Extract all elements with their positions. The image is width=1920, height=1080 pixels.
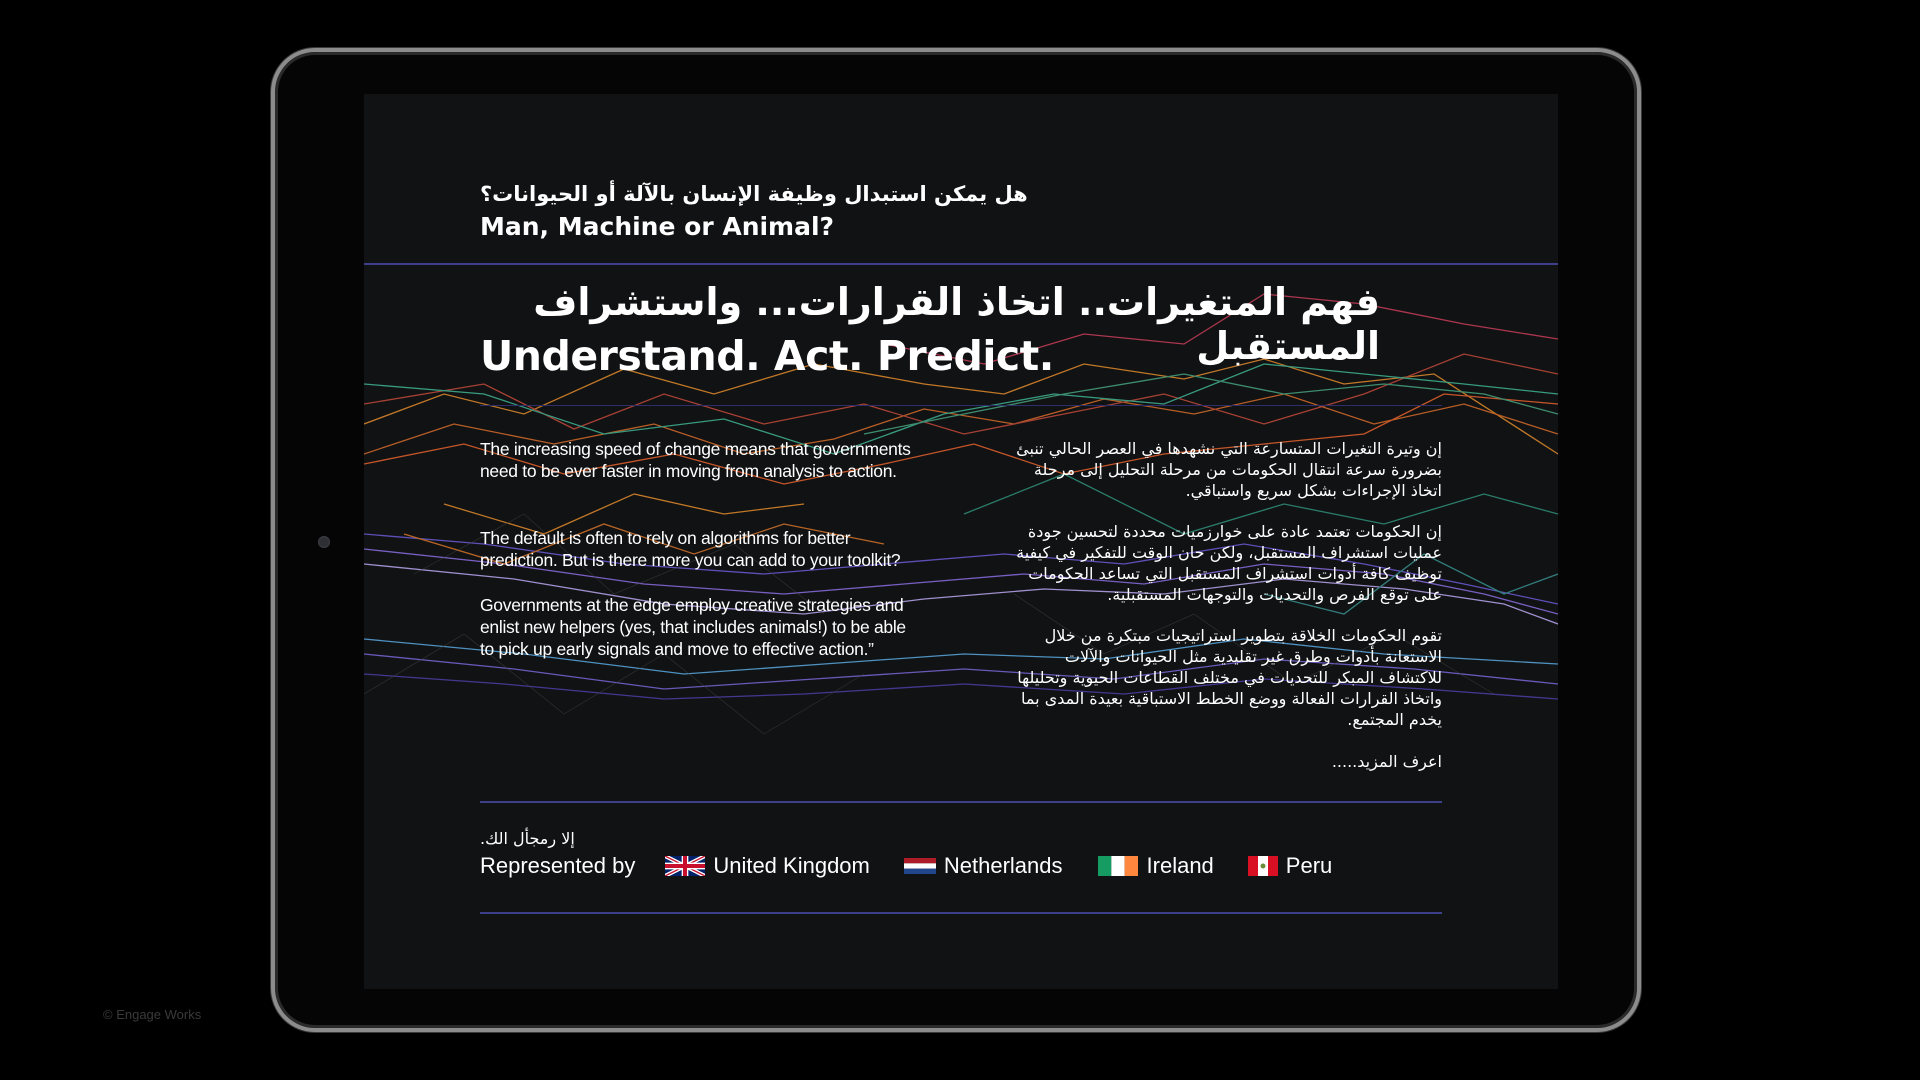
camera-icon <box>318 536 330 548</box>
learn-more-link[interactable]: اعرف المزيد..... <box>1331 752 1442 771</box>
country-united-kingdom <box>665 853 870 879</box>
headline-arabic: فهم المتغيرات.. اتخاذ القرارات... واستشراف المستقبل <box>533 280 1380 368</box>
ireland-flag-icon <box>1097 856 1139 876</box>
netherlands-flag-icon <box>904 856 936 876</box>
divider-footer-top <box>480 801 1442 803</box>
subtitle-english: Man, Machine or Animal? <box>480 212 835 241</box>
divider-headline <box>480 405 1442 406</box>
arabic-paragraph-3: تقوم الحكومات الخلاقة بتطوير استراتيجيات مبتكرة من خلال الاستعانة بأدوات وطرق غير تقليدية مثل الحيوانات والآلات للاكتشاف المبكر للتحديات في مختلف القطاعات الحيوية وتحليلها واتخاذ القرارات الفعالة ووضع الخطط الاستباقية بعيدة المدى بما يخدم المجتمع. <box>1017 626 1442 729</box>
arabic-paragraph-2: إن الحكومات تعتمد عادة على خوارزميات محددة لتحسين جودة عمليات استشراف المستقبل، ولكن حان الوقت للتفكير في كيفية توظيف كافة أدوات استشراف المستقبل التي تساعد الحكومات على توقع الفرص والتحديات والتوجهات المستقبلية. <box>1016 522 1442 604</box>
headline-english: Understand. Act. Predict. <box>480 332 1054 380</box>
country-peru <box>1248 853 1332 879</box>
english-paragraph-1: The increasing speed of change means that governments need to be ever faster in moving from analysis to action. <box>480 439 911 481</box>
copyright-text: © Engage Works <box>103 1007 202 1022</box>
represented-by-row <box>480 851 1366 881</box>
country-name: United Kingdom <box>713 853 870 878</box>
arabic-paragraph-1: إن وتيرة التغيرات المتسارعة التي نشهدها في العصر الحالي تنبئ بضرورة سرعة انتقال الحكومات من مرحلة التحليل إلى مرحلة اتخاذ الإجراءات بشكل سريع واستباقي. <box>1016 439 1442 500</box>
divider-top <box>364 263 1558 265</box>
represented-by-arabic: إلا رمجأل الك. <box>480 829 575 848</box>
divider-footer-bottom <box>480 912 1442 914</box>
tablet-screen <box>364 94 1558 989</box>
represented-by-label: Represented by <box>480 853 636 878</box>
country-ireland <box>1097 853 1214 879</box>
english-paragraph-3: Governments at the edge employ creative strategies and enlist new helpers (yes, that includes animals!) to be able to pick up early signals and move to effective action.” <box>480 595 906 659</box>
country-name: Ireland <box>1146 853 1214 878</box>
english-paragraph-2: The default is often to rely on algorithms for better prediction. But is there more you can add to your toolkit? <box>480 528 901 570</box>
country-name: Netherlands <box>943 853 1063 878</box>
country-netherlands <box>904 853 1063 879</box>
uk-flag-icon <box>665 856 705 876</box>
subtitle-arabic: هل يمكن استبدال وظيفة الإنسان بالآلة أو الحيوانات؟ <box>480 182 1028 206</box>
peru-flag-icon <box>1248 856 1278 876</box>
country-name: Peru <box>1285 853 1333 878</box>
